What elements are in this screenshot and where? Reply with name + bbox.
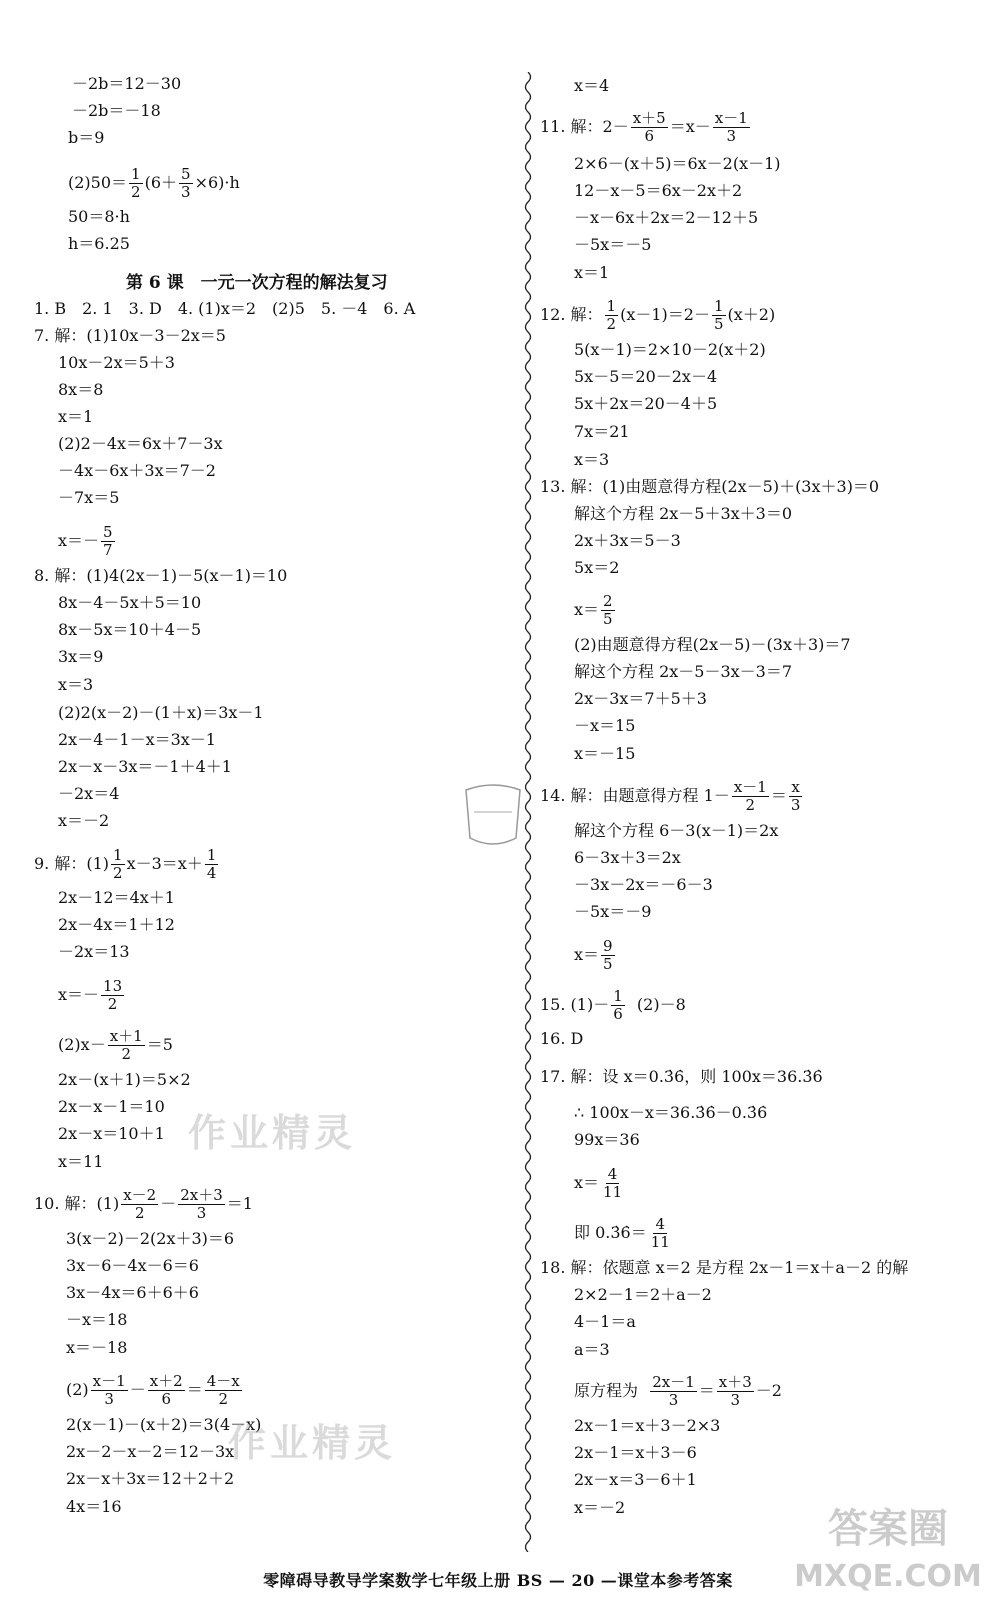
svg-text:答案圈: 答案圈: [828, 1506, 948, 1552]
eq-line: 3x＝9: [58, 647, 104, 666]
eq-line: 2x－x＝3－6＋1: [574, 1470, 697, 1489]
eq-line: 50＝8·h: [68, 207, 130, 226]
eq-line: 5(x－1)＝2×10－2(x＋2): [574, 340, 766, 359]
eq-line: 5x＝2: [574, 558, 620, 577]
eq-line: 16. D: [540, 1029, 584, 1048]
eq-line: －2b＝12－30: [72, 74, 182, 93]
eq-line: －5x＝－9: [574, 902, 652, 921]
eq-line: 2×2－1＝2＋a－2: [574, 1285, 712, 1304]
eq-line: 2x＋3x＝5－3: [574, 531, 681, 550]
eq-line: 7. 解：(1)10x－3－2x＝5: [34, 326, 226, 345]
eq-line: x＝－2: [574, 1498, 626, 1517]
eq-line: x＝－2: [58, 811, 110, 830]
eq-line: x＝－18: [66, 1338, 128, 1357]
eq-line: 3(x－2)－2(2x＋3)＝6: [66, 1229, 235, 1248]
eq-line: 4－1＝a: [574, 1312, 636, 1331]
eq-line: －2b＝－18: [72, 101, 161, 120]
eq-line: x＝1: [58, 407, 94, 426]
eq-line: x＝ $\frac{2}{5}$: [574, 592, 613, 628]
eq-line: (2)50＝ $\frac{1}{2}$ (6＋ $\frac{5}{3}$ ×6)·h: [68, 165, 240, 201]
eq-line: 10x－2x＝5＋3: [58, 353, 175, 372]
eq-line: －7x＝5: [58, 488, 120, 507]
eq-line: x＝ $\frac{9}{5}$: [574, 937, 613, 973]
eq-line: (2) $\frac{x-1}{3}$ － $\frac{x+2}{6}$ ＝ $\frac{4-x}{2}$: [66, 1372, 240, 1408]
eq-line: 12. 解： $\frac{1}{2}$ (x－1)＝2－ $\frac{1}{5}$ (x＋2): [540, 297, 776, 333]
eq-line: a＝3: [574, 1340, 610, 1359]
eq-line: 14. 解：由题意得方程 1－ $\frac{x-1}{2}$ ＝ $\frac{x}{3}$: [540, 778, 801, 814]
eq-line: 6－3x＋3＝2x: [574, 848, 681, 867]
answers-line: 1. B 2. 1 3. D 4. (1)x＝2 (2)5 5. －4 6. A: [34, 299, 416, 318]
eq-line: 18. 解：依题意 x＝2 是方程 2x－1＝x＋a－2 的解: [540, 1258, 909, 1277]
eq-line: x＝3: [58, 675, 94, 694]
eq-line: (2)x－ $\frac{x+1}{2}$ ＝5: [58, 1027, 173, 1063]
eq-line: 解这个方程 6－3(x－1)＝2x: [574, 821, 779, 840]
eq-line: x＝－ $\frac{13}{2}$: [58, 977, 123, 1013]
watermark-stamp-icon: [462, 780, 524, 850]
eq-line: 2×6－(x＋5)＝6x－2(x－1): [574, 154, 781, 173]
eq-line: 11. 解：2－ $\frac{x+5}{6}$ ＝x－ $\frac{x-1}{3}$: [540, 109, 748, 145]
watermark-text: 作业精灵: [188, 1111, 357, 1155]
eq-line: 2(x－1)－(x＋2)＝3(4－x): [66, 1415, 262, 1434]
eq-line: 7x＝21: [574, 422, 630, 441]
eq-line: 13. 解：(1)由题意得方程(2x－5)＋(3x＋3)＝0: [540, 477, 880, 496]
eq-line: x＝3: [574, 450, 610, 469]
eq-line: 8x＝8: [58, 380, 104, 399]
eq-line: 15. (1)－ $\frac{1}{6}$ (2)－8: [540, 987, 686, 1023]
eq-line: 2x－3x＝7＋5＋3: [574, 689, 707, 708]
eq-line: －2x＝13: [58, 942, 130, 961]
eq-line: 9. 解：(1) $\frac{1}{2}$ x－3＝x＋ $\frac{1}{4}$: [34, 846, 217, 882]
eq-line: 2x－12＝4x＋1: [58, 888, 175, 907]
eq-line: 10. 解：(1) $\frac{x-2}{2}$ － $\frac{2x+3}{3}$ ＝1: [34, 1186, 253, 1222]
eq-line: 8x－5x＝10＋4－5: [58, 620, 202, 639]
eq-line: (2)2－4x＝6x＋7－3x: [58, 434, 223, 453]
eq-line: 2x－x－3x＝－1＋4＋1: [58, 757, 232, 776]
eq-line: －x＝18: [66, 1310, 128, 1329]
eq-line: x＝4: [574, 76, 610, 95]
eq-line: 4x＝16: [66, 1497, 122, 1516]
eq-line: x＝－ $\frac{5}{7}$: [58, 523, 113, 559]
eq-line: －x＝15: [574, 716, 636, 735]
eq-line: 2x－x＋3x＝12＋2＋2: [66, 1469, 235, 1488]
eq-line: 2x－x＝10＋1: [58, 1124, 165, 1143]
eq-line: 5x＋2x＝20－4＋5: [574, 394, 718, 413]
eq-line: 2x－x－1＝10: [58, 1097, 165, 1116]
eq-line: －4x－6x＋3x＝7－2: [58, 461, 216, 480]
eq-line: －2x＝4: [58, 784, 120, 803]
eq-line: 2x－4－1－x＝3x－1: [58, 730, 216, 749]
eq-line: 原方程为 $\frac{2x-1}{3}$ ＝ $\frac{x+3}{3}$ －2: [574, 1373, 782, 1409]
svg-text:MXQE.COM: MXQE.COM: [794, 1559, 982, 1594]
eq-line: 3x－4x＝6＋6＋6: [66, 1283, 199, 1302]
eq-line: 2x－(x＋1)＝5×2: [58, 1070, 191, 1089]
eq-line: －x－6x＋2x＝2－12＋5: [574, 208, 759, 227]
eq-line: 2x－1＝x＋3－6: [574, 1443, 697, 1462]
eq-line: 解这个方程 2x－5＋3x＋3＝0: [574, 504, 793, 523]
eq-line: 2x－2－x－2＝12－3x: [66, 1442, 235, 1461]
eq-line: 8. 解：(1)4(2x－1)－5(x－1)＝10: [34, 566, 288, 585]
eq-line: b＝9: [68, 128, 105, 147]
eq-line: (2)2(x－2)－(1＋x)＝3x－1: [58, 703, 264, 722]
eq-line: 17. 解：设 x＝0.3̇6̇，则 100x＝36.3̇6̇: [540, 1067, 823, 1086]
eq-line: 2x－1＝x＋3－2×3: [574, 1416, 721, 1435]
eq-line: x＝－15: [574, 744, 636, 763]
watermark-text: 作业精灵: [228, 1421, 397, 1465]
eq-line: 5x－5＝20－2x－4: [574, 367, 718, 386]
eq-line: －3x－2x＝－6－3: [574, 875, 713, 894]
eq-line: 解这个方程 2x－5－3x－3＝7: [574, 662, 793, 681]
eq-line: 即 0.3̇6̇＝ $\frac{4}{11}$: [574, 1215, 670, 1251]
eq-line: 12－x－5＝6x－2x＋2: [574, 181, 743, 200]
eq-line: x＝ $\frac{4}{11}$: [574, 1165, 623, 1201]
eq-line: －5x＝－5: [574, 235, 652, 254]
eq-line: h＝6.25: [68, 234, 130, 253]
eq-line: x＝1: [574, 263, 610, 282]
eq-line: 2x－4x＝1＋12: [58, 915, 175, 934]
eq-line: (2)由题意得方程(2x－5)－(3x＋3)＝7: [574, 635, 851, 654]
lesson-title: 第 6 课 一元一次方程的解法复习: [126, 273, 388, 293]
eq-line: 3x－6－4x－6＝6: [66, 1256, 199, 1275]
eq-line: 99x＝36: [574, 1130, 640, 1149]
eq-line: ∴ 100x－x＝36.3̇6̇－0.3̇6̇: [574, 1103, 768, 1122]
page-footer: 零障碍导教导学案数学七年级上册 BS — 20 —课堂本参考答案: [263, 1571, 733, 1590]
eq-line: 8x－4－5x＋5＝10: [58, 593, 202, 612]
eq-line: x＝11: [58, 1152, 104, 1171]
